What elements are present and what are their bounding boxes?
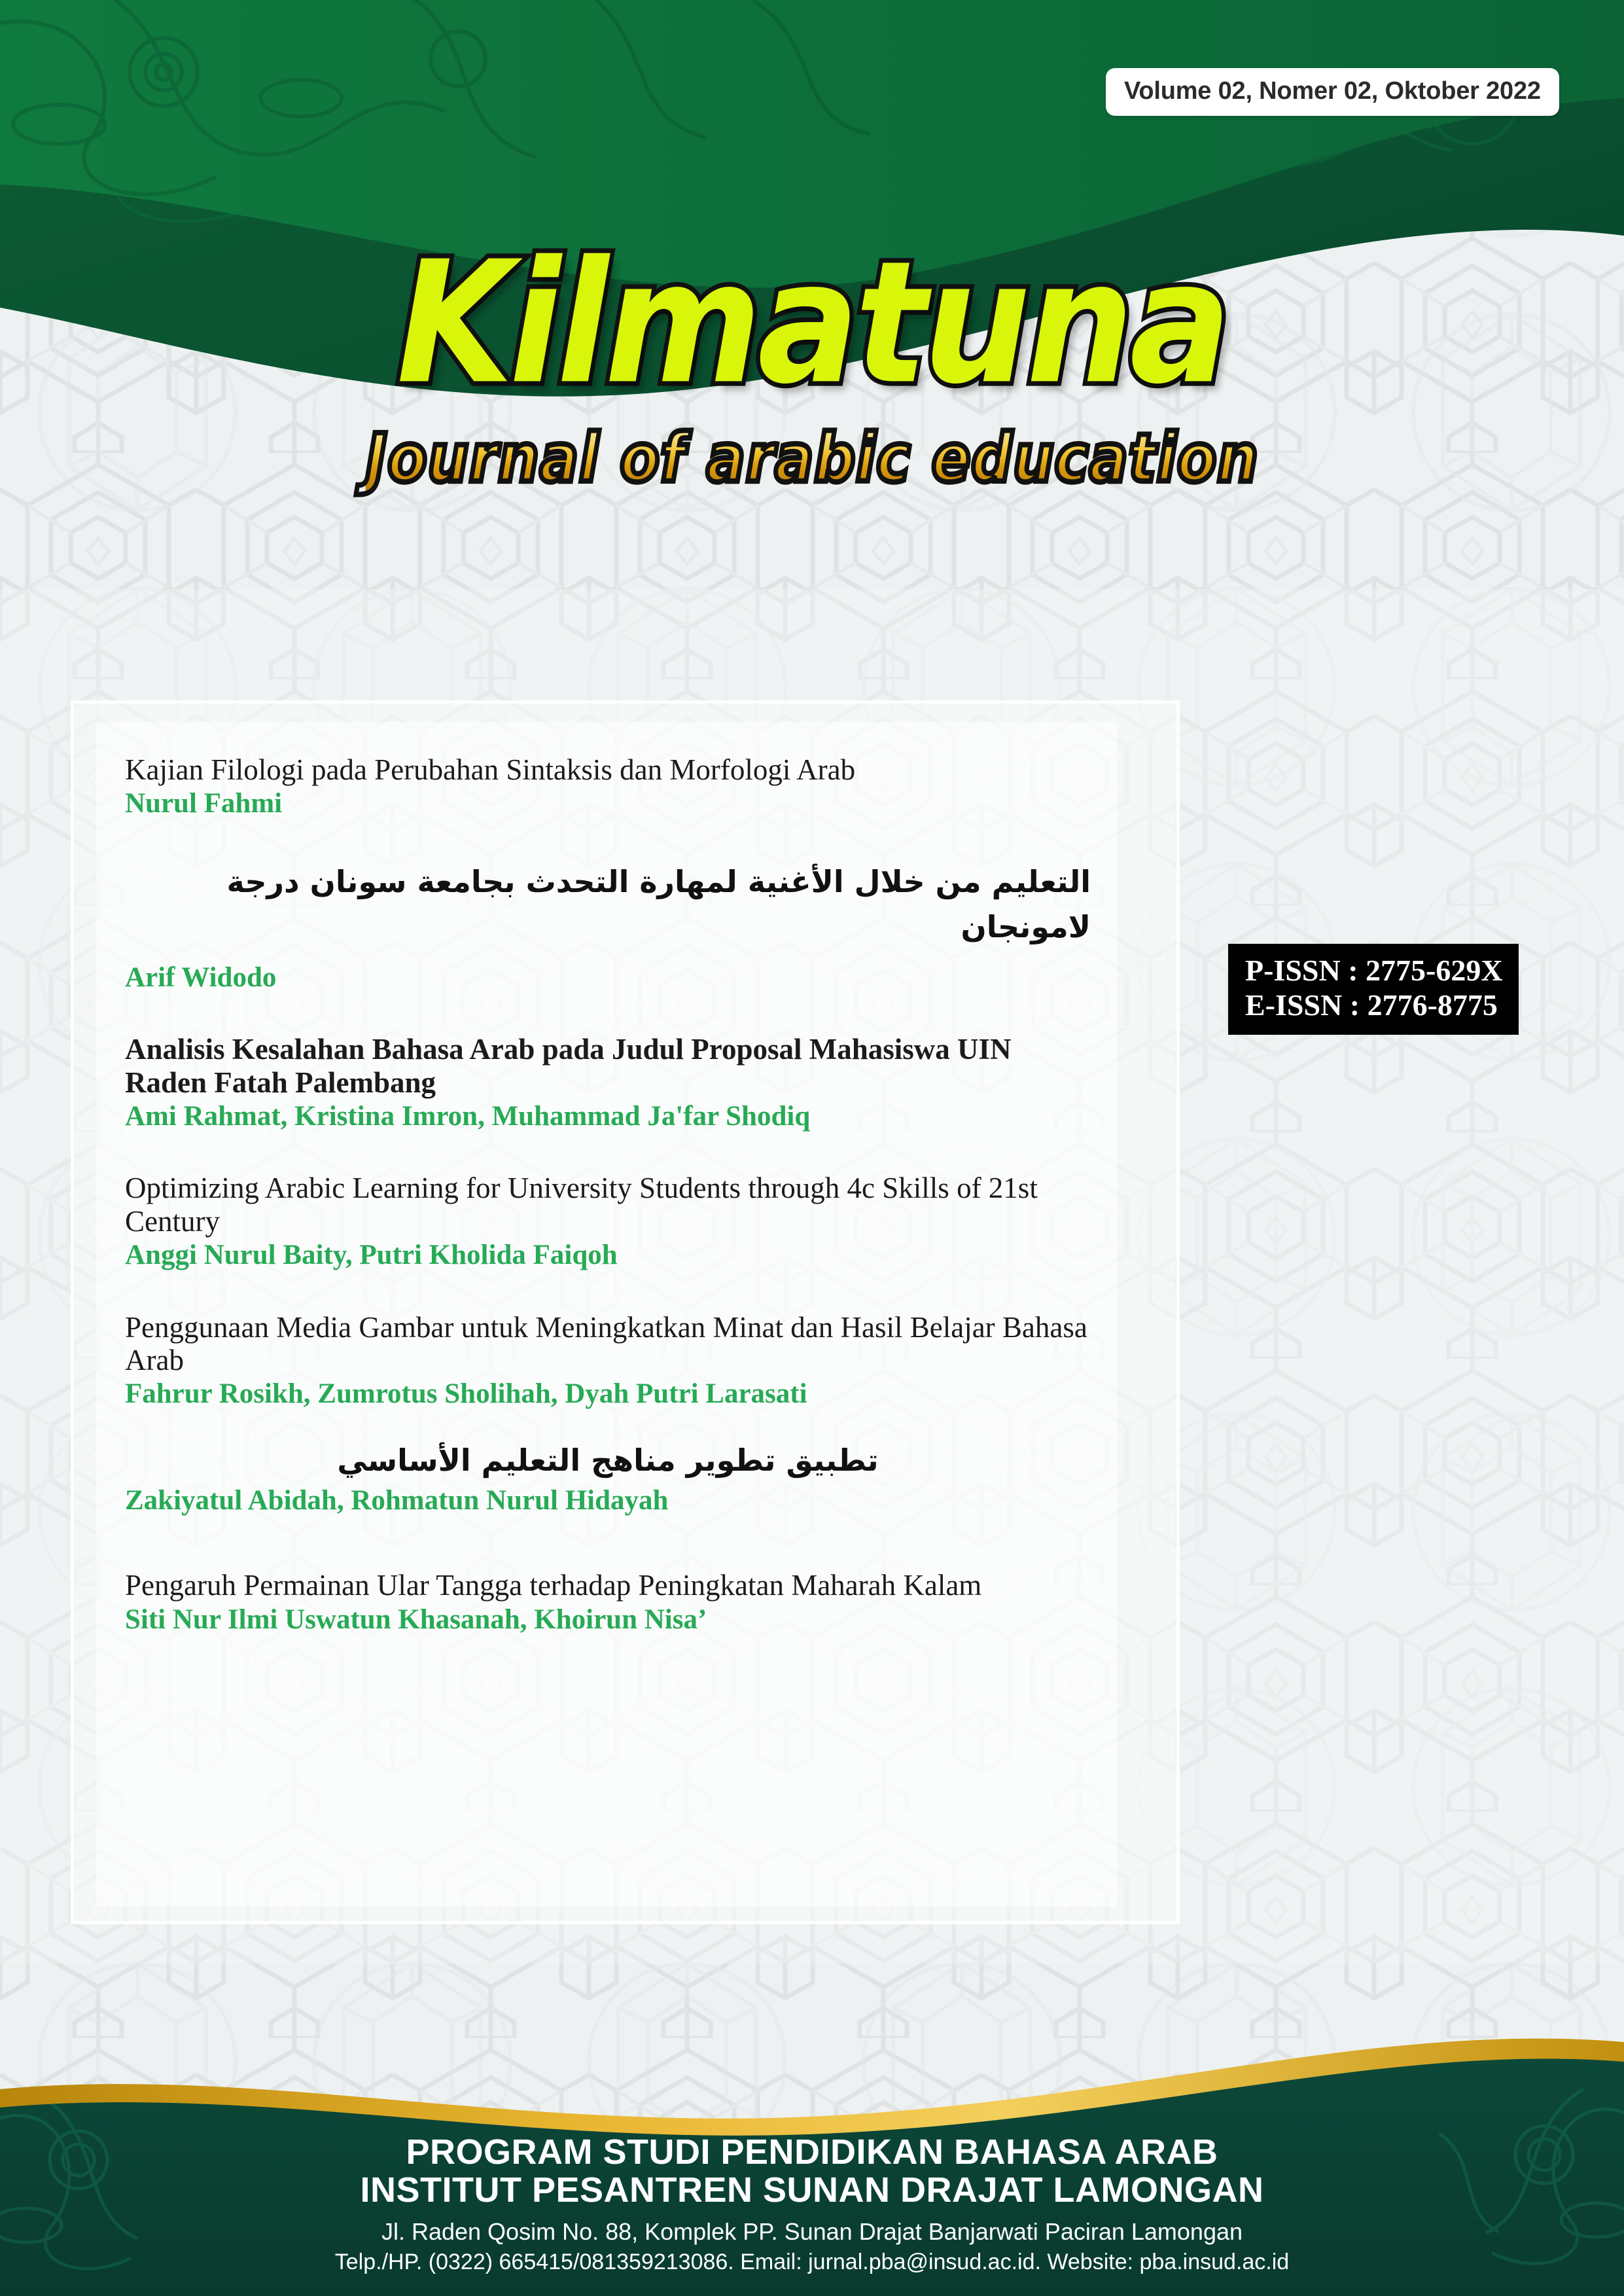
- footer-institute: INSTITUT PESANTREN SUNAN DRAJAT LAMONGAN: [360, 2170, 1264, 2210]
- footer-address: Jl. Raden Qosim No. 88, Komplek PP. Sunan Drajat Banjarwati Paciran Lamongan: [381, 2217, 1243, 2245]
- article-authors: Siti Nur Ilmi Uswatun Khasanah, Khoirun Nisa’: [125, 1604, 707, 1635]
- article-title: تطبيق تطوير مناهج التعليم الأساسي: [337, 1442, 879, 1478]
- journal-logo: [0, 225, 1624, 497]
- article-entry: [125, 1438, 1091, 1516]
- article-title: Analisis Kesalahan Bahasa Arab pada Judul Proposal Mahasiswa UIN Raden Fatah Palembang: [125, 1033, 1012, 1099]
- article-authors: Anggi Nurul Baity, Putri Kholida Faiqoh: [125, 1240, 618, 1271]
- article-title: Kajian Filologi pada Perubahan Sintaksis dan Morfologi Arab: [125, 753, 856, 786]
- article-entry: [125, 1311, 1091, 1410]
- article-title: Optimizing Arabic Learning for University Students through 4c Skills of 21st Century: [125, 1172, 1038, 1238]
- article-title: التعليم من خلال الأغنية لمهارة التحدث بجامعة سونان درجة: [226, 863, 1091, 899]
- volume-issue-badge: Volume 02, Nomer 02, Oktober 2022: [1106, 68, 1559, 116]
- article-authors: Nurul Fahmi: [125, 788, 283, 819]
- footer: [0, 2133, 1624, 2278]
- article-authors: Zakiyatul Abidah, Rohmatun Nurul Hidayah: [125, 1484, 669, 1516]
- table-of-contents: [96, 722, 1117, 1907]
- footer-program: PROGRAM STUDI PENDIDIKAN BAHASA ARAB: [406, 2132, 1218, 2172]
- article-entry: [125, 1172, 1091, 1271]
- article-title: Pengaruh Permainan Ular Tangga terhadap Peningkatan Maharah Kalam: [125, 1569, 982, 1602]
- article-entry: [125, 753, 1091, 820]
- article-entry: [125, 1569, 1091, 1636]
- table-of-contents-frame: [71, 700, 1180, 1924]
- issn-box: [1228, 944, 1519, 1035]
- issn-print: P-ISSN : 2775-629X: [1245, 954, 1503, 987]
- article-title: Penggunaan Media Gambar untuk Meningkatkan Minat dan Hasil Belajar Bahasa Arab: [125, 1310, 1087, 1377]
- issn-electronic: E-ISSN : 2776-8775: [1245, 988, 1498, 1022]
- journal-subtitle: Journal of arabic education: [365, 420, 1259, 497]
- article-title-line2: لامونجان: [961, 908, 1091, 944]
- footer-contact: Telp./HP. (0322) 665415/081359213086. Email: jurnal.pba@insud.ac.id. Website: pba.insud.ac.id: [334, 2250, 1290, 2275]
- article-entry: [125, 859, 1091, 994]
- journal-title: Kilmatuna: [397, 225, 1227, 422]
- article-authors: Ami Rahmat, Kristina Imron, Muhammad Ja'far Shodiq: [125, 1101, 811, 1132]
- article-entry: [125, 1033, 1091, 1132]
- article-authors: Arif Widodo: [125, 961, 277, 993]
- article-authors: Fahrur Rosikh, Zumrotus Sholihah, Dyah Putri Larasati: [125, 1378, 807, 1410]
